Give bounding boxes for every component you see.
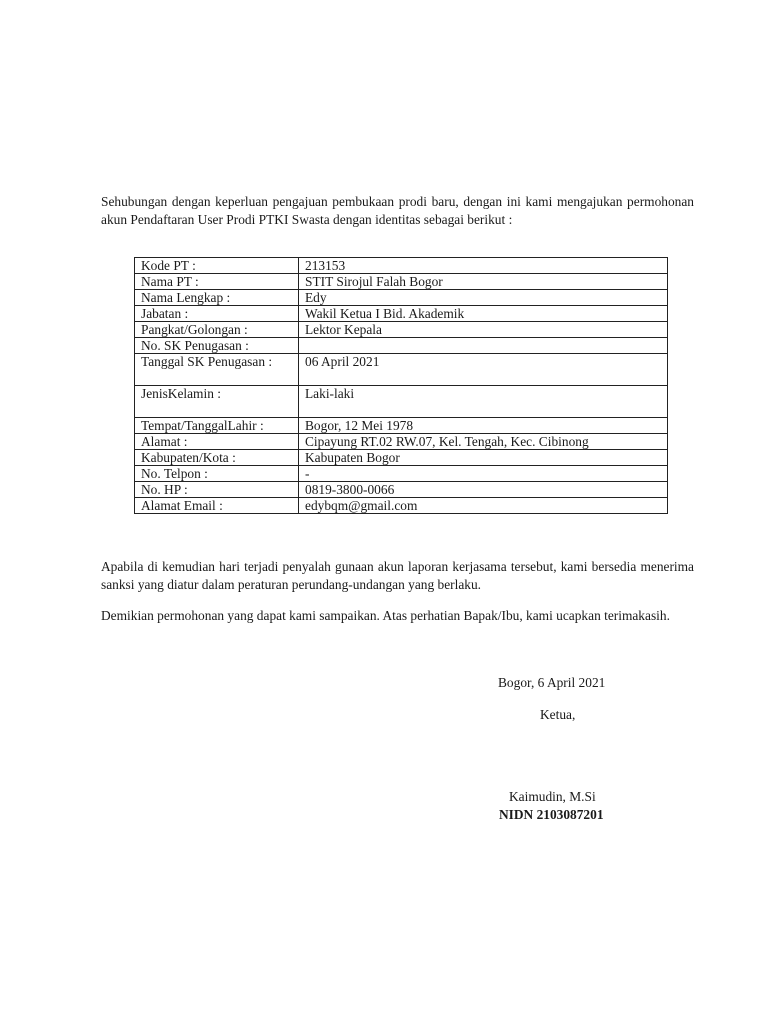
table-row — [135, 386, 668, 418]
row-label: No. HP : — [135, 482, 299, 498]
row-value: edybqm@gmail.com — [299, 498, 668, 514]
row-value: 06 April 2021 — [299, 354, 668, 386]
table-row — [135, 322, 668, 338]
row-value — [299, 338, 668, 354]
table-row — [135, 418, 668, 434]
intro-paragraph: Sehubungan dengan keperluan pengajuan pembukaan prodi baru, dengan ini kami mengajukan permohonan akun Pendaftaran User Prodi PTKI Swasta dengan identitas sebagai berikut : — [101, 194, 694, 227]
closing-paragraph-2: Demikian permohonan yang dapat kami sampaikan. Atas perhatian Bapak/Ibu, kami ucapkan terimakasih. — [101, 608, 670, 623]
row-label: Nama PT : — [135, 274, 299, 290]
signature-nidn: NIDN 2103087201 — [499, 807, 604, 822]
row-value: - — [299, 466, 668, 482]
signature-name: Kaimudin, M.Si — [509, 789, 596, 804]
table-row — [135, 450, 668, 466]
row-label: JenisKelamin : — [135, 386, 299, 418]
row-label: Alamat Email : — [135, 498, 299, 514]
row-value: Edy — [299, 290, 668, 306]
row-value: Kabupaten Bogor — [299, 450, 668, 466]
table-row — [135, 498, 668, 514]
table-row — [135, 354, 668, 386]
row-value: Bogor, 12 Mei 1978 — [299, 418, 668, 434]
table-row — [135, 258, 668, 274]
row-value: 213153 — [299, 258, 668, 274]
identity-table — [134, 257, 668, 514]
row-value: Cipayung RT.02 RW.07, Kel. Tengah, Kec. Cibinong — [299, 434, 668, 450]
table-row — [135, 290, 668, 306]
row-value: STIT Sirojul Falah Bogor — [299, 274, 668, 290]
table-row — [135, 434, 668, 450]
row-label: Tempat/TanggalLahir : — [135, 418, 299, 434]
row-label: Alamat : — [135, 434, 299, 450]
row-value: 0819-3800-0066 — [299, 482, 668, 498]
table-row — [135, 338, 668, 354]
row-value: Wakil Ketua I Bid. Akademik — [299, 306, 668, 322]
table-row — [135, 306, 668, 322]
row-value: Laki-laki — [299, 386, 668, 418]
row-label: Kabupaten/Kota : — [135, 450, 299, 466]
signature-role: Ketua, — [540, 707, 576, 722]
row-label: No. SK Penugasan : — [135, 338, 299, 354]
row-label: Kode PT : — [135, 258, 299, 274]
row-label: Pangkat/Golongan : — [135, 322, 299, 338]
row-label: No. Telpon : — [135, 466, 299, 482]
table-row — [135, 482, 668, 498]
row-value: Lektor Kepala — [299, 322, 668, 338]
row-label: Tanggal SK Penugasan : — [135, 354, 299, 386]
row-label: Nama Lengkap : — [135, 290, 299, 306]
table-row — [135, 274, 668, 290]
table-row — [135, 466, 668, 482]
signature-place-date: Bogor, 6 April 2021 — [498, 675, 606, 690]
closing-paragraph-1: Apabila di kemudian hari terjadi penyalah gunaan akun laporan kerjasama tersebut, kami bersedia menerima sanksi yang diatur dalam peraturan perundang-undangan yang berlaku. — [101, 559, 694, 592]
row-label: Jabatan : — [135, 306, 299, 322]
